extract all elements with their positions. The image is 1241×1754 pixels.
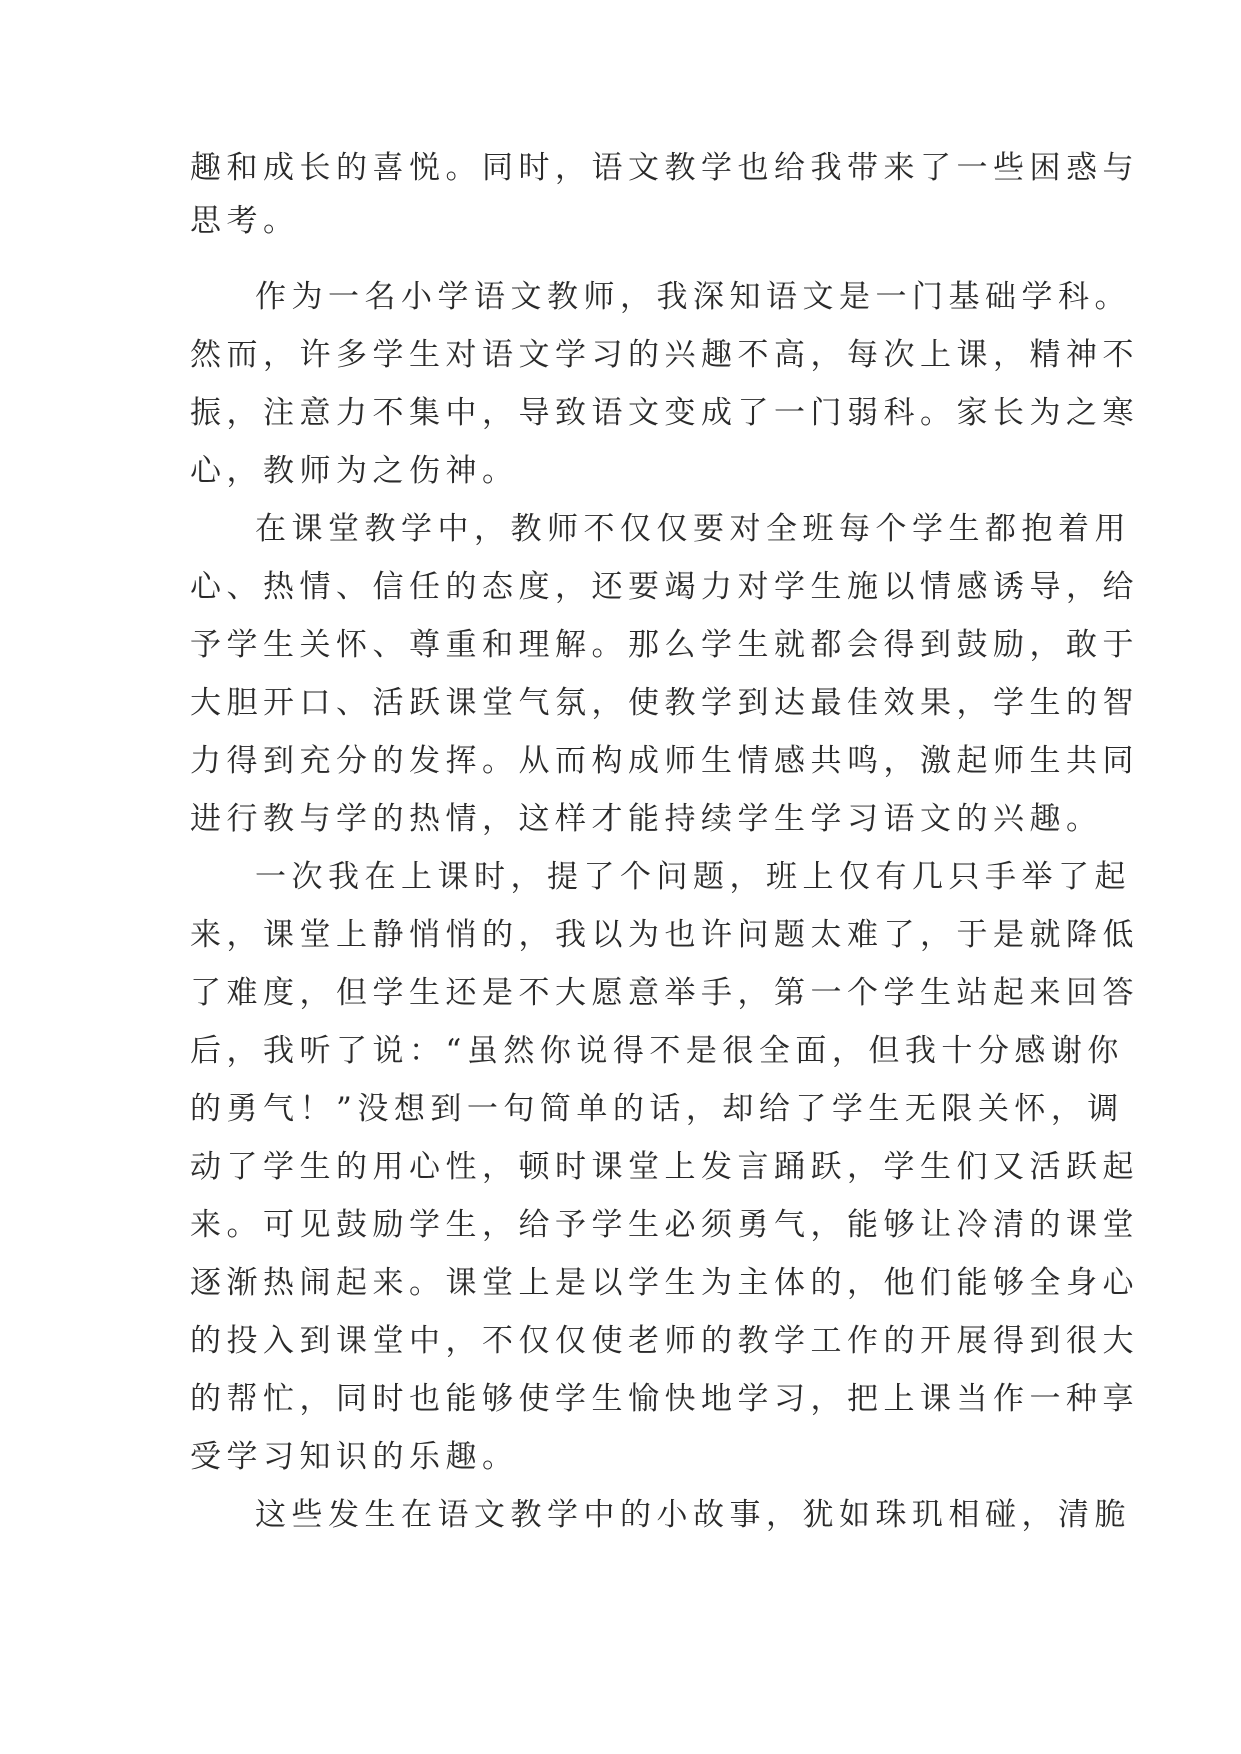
paragraph-first-line: 一次我在上课时，提了个问题，班上仅有几只手举了起: [255, 859, 1131, 895]
text-line: 趣和成长的喜悦。同时，语文教学也给我带来了一些困惑与: [190, 150, 1139, 186]
text-line: 受学习知识的乐趣。: [190, 1439, 519, 1475]
text-line: 思考。: [190, 203, 300, 239]
text-line: 的勇气！”没想到一句简单的话，却给了学生无限关怀，调: [190, 1091, 1124, 1127]
text-line: 动了学生的用心性，顿时课堂上发言踊跃，学生们又活跃起: [190, 1149, 1139, 1185]
text-line: 逐渐热闹起来。课堂上是以学生为主体的，他们能够全身心: [190, 1265, 1139, 1301]
paragraph-first-line: 这些发生在语文教学中的小故事，犹如珠玑相碰，清脆: [255, 1497, 1131, 1533]
text-line: 的投入到课堂中，不仅仅使老师的教学工作的开展得到很大: [190, 1323, 1139, 1359]
text-line: 然而，许多学生对语文学习的兴趣不高，每次上课，精神不: [190, 337, 1139, 373]
text-line: 力得到充分的发挥。从而构成师生情感共鸣，激起师生共同: [190, 743, 1139, 779]
text-line: 来。可见鼓励学生，给予学生必须勇气，能够让冷清的课堂: [190, 1207, 1139, 1243]
text-line: 后，我听了说：“虽然你说得不是很全面，但我十分感谢你: [190, 1033, 1124, 1069]
text-line: 进行教与学的热情，这样才能持续学生学习语文的兴趣。: [190, 801, 1103, 837]
text-line: 心，教师为之伤神。: [190, 453, 519, 489]
text-line: 大胆开口、活跃课堂气氛，使教学到达最佳效果，学生的智: [190, 685, 1139, 721]
text-line: 振，注意力不集中，导致语文变成了一门弱科。家长为之寒: [190, 395, 1139, 431]
text-line: 予学生关怀、尊重和理解。那么学生就都会得到鼓励，敢于: [190, 627, 1139, 663]
text-line: 的帮忙，同时也能够使学生愉快地学习，把上课当作一种享: [190, 1381, 1139, 1417]
text-line: 来，课堂上静悄悄的，我以为也许问题太难了，于是就降低: [190, 917, 1139, 953]
text-line: 了难度，但学生还是不大愿意举手，第一个学生站起来回答: [190, 975, 1139, 1011]
text-line: 心、热情、信任的态度，还要竭力对学生施以情感诱导，给: [190, 569, 1139, 605]
paragraph-first-line: 在课堂教学中，教师不仅仅要对全班每个学生都抱着用: [255, 511, 1131, 547]
paragraph-first-line: 作为一名小学语文教师，我深知语文是一门基础学科。: [255, 279, 1131, 315]
